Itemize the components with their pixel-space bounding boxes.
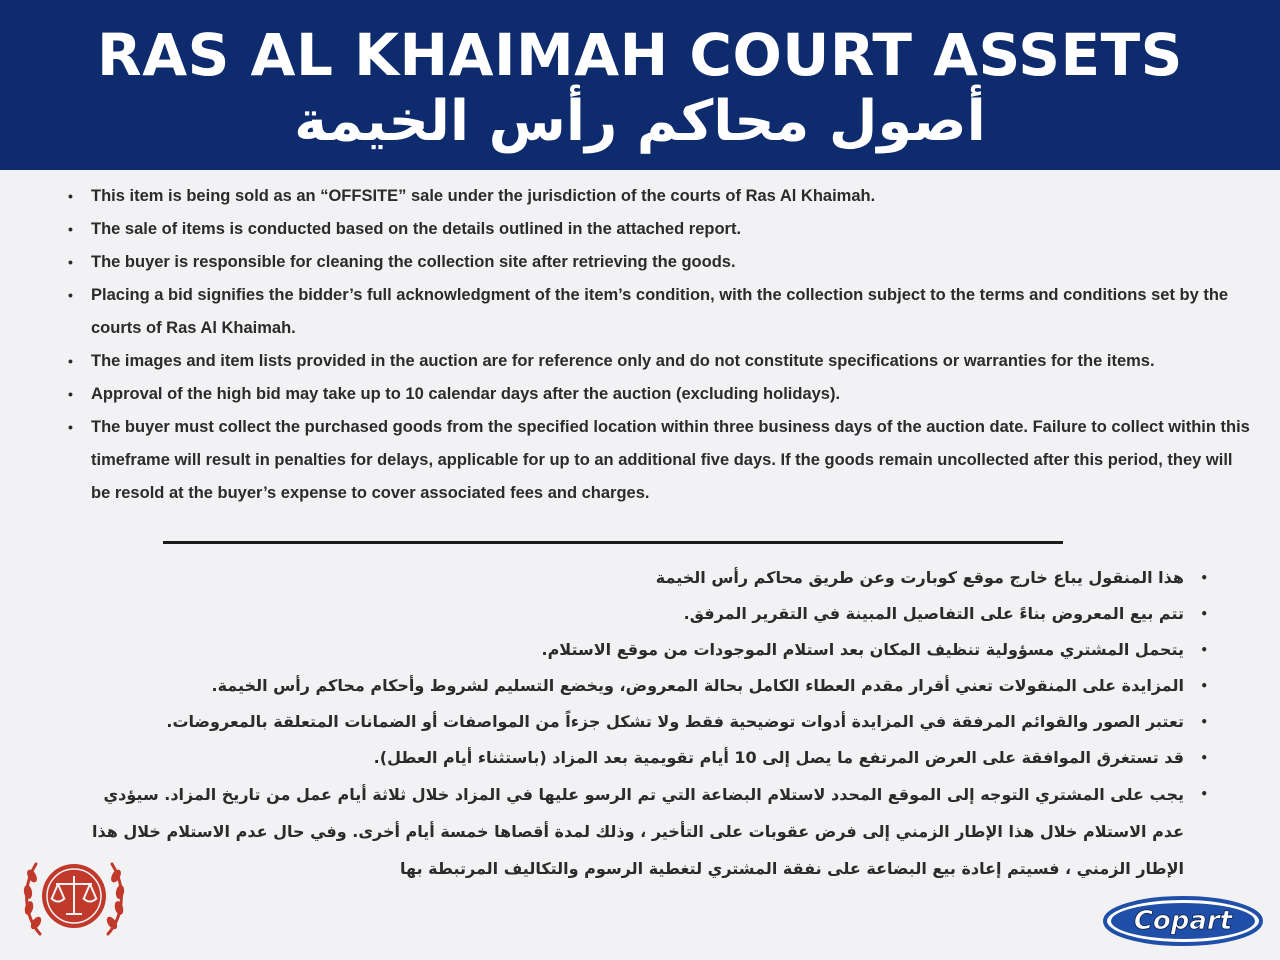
bullet-icon: • bbox=[68, 353, 73, 369]
bullet-icon: • bbox=[1200, 715, 1208, 729]
bullet-icon: • bbox=[1200, 607, 1208, 621]
bullet-icon: • bbox=[1200, 679, 1208, 693]
scales-of-justice-seal-icon bbox=[18, 846, 130, 946]
english-terms-list bbox=[60, 180, 1255, 510]
bullet-icon: • bbox=[1200, 643, 1208, 657]
bullet-icon: • bbox=[1200, 787, 1208, 801]
page-title-arabic: أصول محاكم رأس الخيمة bbox=[294, 89, 986, 154]
english-term: • Approval of the high bid may take up to 10 calendar days after the auction (excluding holidays). bbox=[60, 378, 1255, 411]
copart-logo bbox=[1102, 895, 1264, 947]
bullet-icon: • bbox=[68, 386, 73, 402]
arabic-term: • هذا المنقول يباع خارج موقع كوبارت وعن طريق محاكم رأس الخيمة bbox=[80, 560, 1220, 596]
bullet-icon: • bbox=[68, 188, 73, 204]
arabic-term: • تعتبر الصور والقوائم المرفقة في المزايدة أدوات توضيحية فقط ولا تشكل جزءاً من المواصفات أو الضمانات المتعلقة بالمعروضات. bbox=[80, 704, 1220, 740]
english-term: • The buyer is responsible for cleaning the collection site after retrieving the goods. bbox=[60, 246, 1255, 279]
arabic-term: • تتم بيع المعروض بناءً على التفاصيل المبينة في التقرير المرفق. bbox=[80, 596, 1220, 632]
arabic-term: • المزايدة على المنقولات تعني أقرار مقدم العطاء الكامل بحالة المعروض، ويخضع التسليم لشروط وأحكام محاكم رأس الخيمة. bbox=[80, 668, 1220, 704]
english-term: • The images and item lists provided in the auction are for reference only and do not constitute specifications or warranties for the items. bbox=[60, 345, 1255, 378]
bullet-icon: • bbox=[1200, 751, 1208, 765]
bullet-icon: • bbox=[68, 287, 73, 303]
bullet-icon: • bbox=[68, 221, 73, 237]
copart-logo-text: Copart bbox=[1133, 906, 1233, 936]
arabic-term: • قد تستغرق الموافقة على العرض المرتفع ما يصل إلى 10 أيام تقويمية بعد المزاد (باستثناء أيام العطل). bbox=[80, 740, 1220, 776]
arabic-term: • يجب على المشتري التوجه إلى الموقع المحدد لاستلام البضاعة التي تم الرسو عليها في المزاد خلال ثلاثة أيام عمل من تاريخ المزاد. سيؤدي عدم الاستلام خلال هذا الإطار الزمني إلى فرض عقوبات على التأخير ، وذلك لمدة أقصاها خمسة أيام أخرى. وفي حال عدم الاستلام خلال هذا الإطار الزمني ، فسيتم إعادة بيع البضاعة على نفقة المشتري لتغطية الرسوم والتكاليف المرتبطة بها bbox=[80, 776, 1220, 887]
bullet-icon: • bbox=[68, 254, 73, 270]
section-divider bbox=[163, 541, 1063, 544]
english-term: • This item is being sold as an “OFFSITE” sale under the jurisdiction of the courts of Ras Al Khaimah. bbox=[60, 180, 1255, 213]
arabic-terms-list bbox=[80, 560, 1220, 887]
arabic-term: • يتحمل المشتري مسؤولية تنظيف المكان بعد استلام الموجودات من موقع الاستلام. bbox=[80, 632, 1220, 668]
bullet-icon: • bbox=[1200, 571, 1208, 585]
bullet-icon: • bbox=[68, 419, 73, 435]
header-banner bbox=[0, 0, 1280, 170]
page-title-english: RAS AL KHAIMAH COURT ASSETS bbox=[97, 21, 1183, 89]
english-term: • The sale of items is conducted based on the details outlined in the attached report. bbox=[60, 213, 1255, 246]
english-term: • The buyer must collect the purchased goods from the specified location within three business days of the auction date. Failure to collect within this timeframe will result in penalties for delays, applicable for up to an additional five days. If the goods remain uncollected after this period, they will be resold at the buyer’s expense to cover associated fees and charges. bbox=[60, 411, 1255, 510]
english-term: • Placing a bid signifies the bidder’s full acknowledgment of the item’s condition, with the collection subject to the terms and conditions set by the courts of Ras Al Khaimah. bbox=[60, 279, 1255, 345]
